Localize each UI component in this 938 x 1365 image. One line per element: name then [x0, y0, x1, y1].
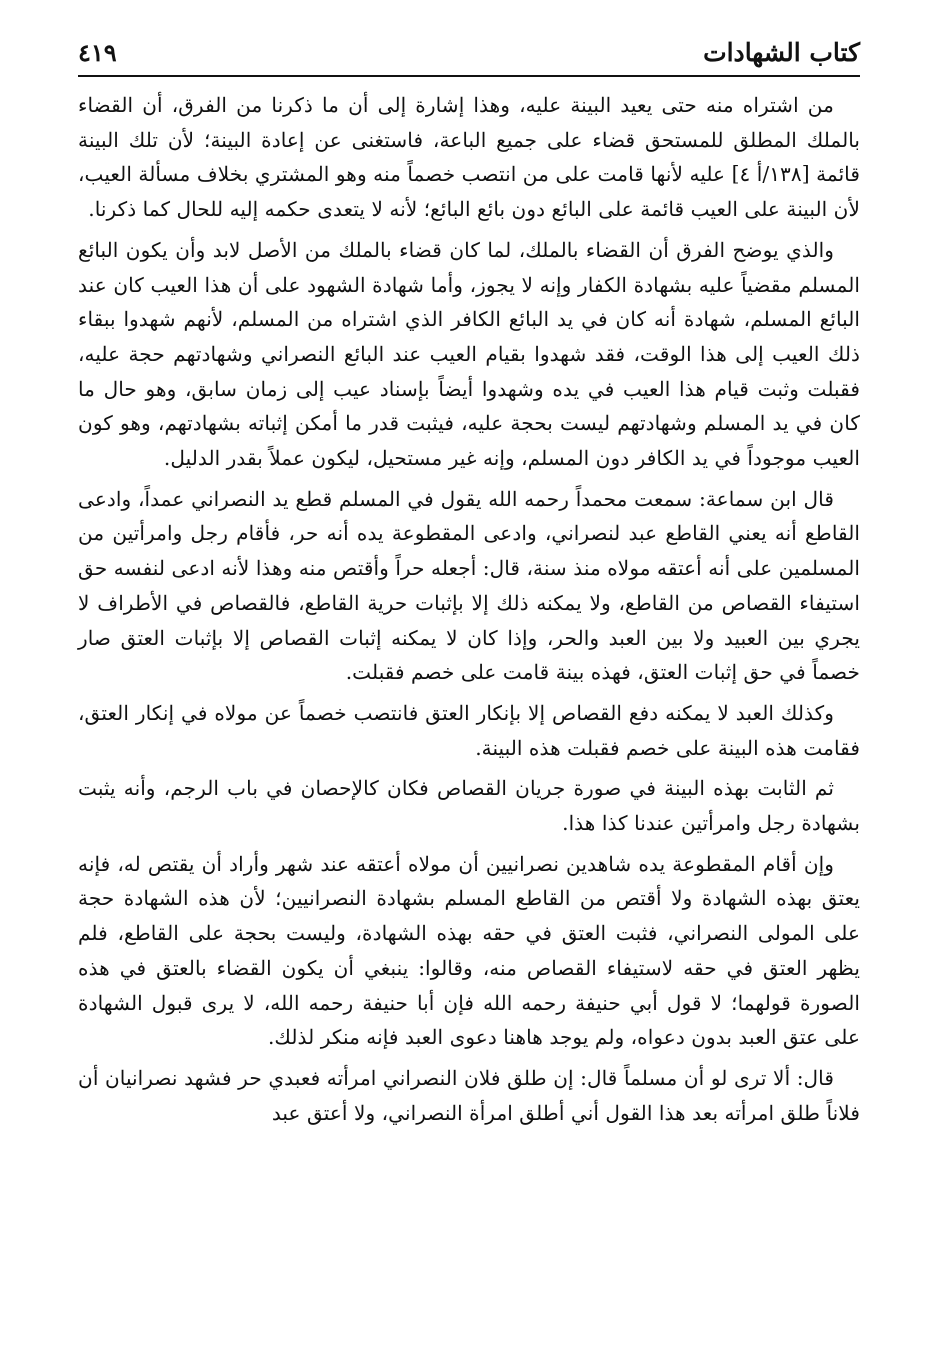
book-title: كتاب الشهادات — [703, 38, 860, 67]
body-text — [78, 88, 860, 1130]
running-head — [78, 28, 860, 70]
paragraph: ثم الثابت بهذه البينة في صورة جريان القصاص فكان كالإحصان في باب الرجم، وأنه يثبت بشهادة رجل وامرأتين عندنا كذا هذا. — [78, 776, 860, 836]
paragraph: من اشتراه منه حتى يعيد البينة عليه، وهذا إشارة إلى أن ما ذكرنا من الفرق، أن القضاء بالملك المطلق للمستحق قضاء على جميع الباعة، فاستغنى عن إعادة البينة؛ لأن تلك البينة قائمة [١٣٨/أ ٤] عليه لأنها قامت على من انتصب خصماً منه وهو المشتري بخلاف مسألة العيب، لأن البينة على العيب قائمة على البائع دون بائع البائع؛ لأنه لا يتعدى حكمه إليه للحال كما ذكرنا. — [78, 93, 860, 222]
paragraph: وكذلك العبد لا يمكنه دفع القصاص إلا بإنكار العتق فانتصب خصماً عن مولاه في إنكار العتق، فقامت هذه البينة على خصم فقبلت هذه البينة. — [78, 700, 860, 760]
header-rule — [78, 75, 860, 77]
paragraph: قال ابن سماعة: سمعت محمداً رحمه الله يقول في المسلم قطع يد النصراني عمداً، وادعى القاطع أنه يعني القاطع عبد لنصراني، وادعى المقطوعة يده أنه حر، فأقام رجل وامرأتين من المسلمين على أنه أعتقه مولاه منذ سنة، قال: أجعله حراً وأقتص منه وهذا لأنه ادعى لنفسه حق استيفاء القصاص من القاطع، ولا يمكنه ذلك إلا بإثبات حرية القاطع، فالقصاص في الأطراف لا يجري بين العبيد ولا بين العبد والحر، وإذا كان لا يمكنه إثبات القصاص إلا بإثبات العتق صار خصماً في حق إثبات العتق، فهذه بينة قامت على خصم فقبلت. — [78, 486, 860, 685]
paragraph: قال: ألا ترى لو أن مسلماً قال: إن طلق فلان النصراني امرأته فعبدي حر فشهد نصرانيان أن فلاناً طلق امرأته بعد هذا القول أني أطلق امرأة النصراني، ولا أعتق عبد — [78, 1065, 860, 1125]
paragraph: وإن أقام المقطوعة يده شاهدين نصرانيين أن مولاه أعتقه عند شهر وأراد أن يقتص له، فإنه يعتق بهذه الشهادة ولا أقتص من القاطع المسلم بشهادة النصرانيين؛ لأن هذه الشهادة حجة على المولى النصراني، فثبت العتق في حقه بهذه الشهادة، وليست بحجة على القاطع، فلم يظهر العتق في حقه لاستيفاء القصاص منه، وقالوا: ينبغي أن يكون القضاء بالعتق في هذه الصورة قولهما؛ لا قول أبي حنيفة رحمه الله فإن أبا حنيفة رحمه الله، لا يرى قبول الشهادة على عتق العبد بدون دعواه، ولم يوجد هاهنا دعوى العبد فإنه منكر لذلك. — [78, 851, 860, 1050]
page-number: ٤١٩ — [78, 38, 117, 67]
paragraph: والذي يوضح الفرق أن القضاء بالملك، لما كان قضاء بالملك من الأصل لابد وأن يكون البائع المسلم مقضياً عليه بشهادة الكفار وإنه لا يجوز، وأما شهادة الشهود على أن هذا العيب كان عند البائع المسلم، شهادة أنه كان في يد البائع الكافر الذي اشتراه من المسلم، لأنهم شهدوا ببقاء ذلك العيب إلى هذا الوقت، فقد شهدوا بقيام العيب عند البائع النصراني وشهادتهم حجة عليه، فقبلت وثبت قيام هذا العيب في يده وشهدوا أيضاً بإسناد عيب إلى زمان سابق، وهو حال ما كان في يد المسلم وشهادتهم ليست بحجة عليه، فيثبت قدر ما أمكن إثباته بشهادتهم، وهو كون العيب موجوداً في يد الكافر دون المسلم، وإنه غير مستحيل، ليكون عملاً بقدر الدليل. — [78, 237, 860, 471]
